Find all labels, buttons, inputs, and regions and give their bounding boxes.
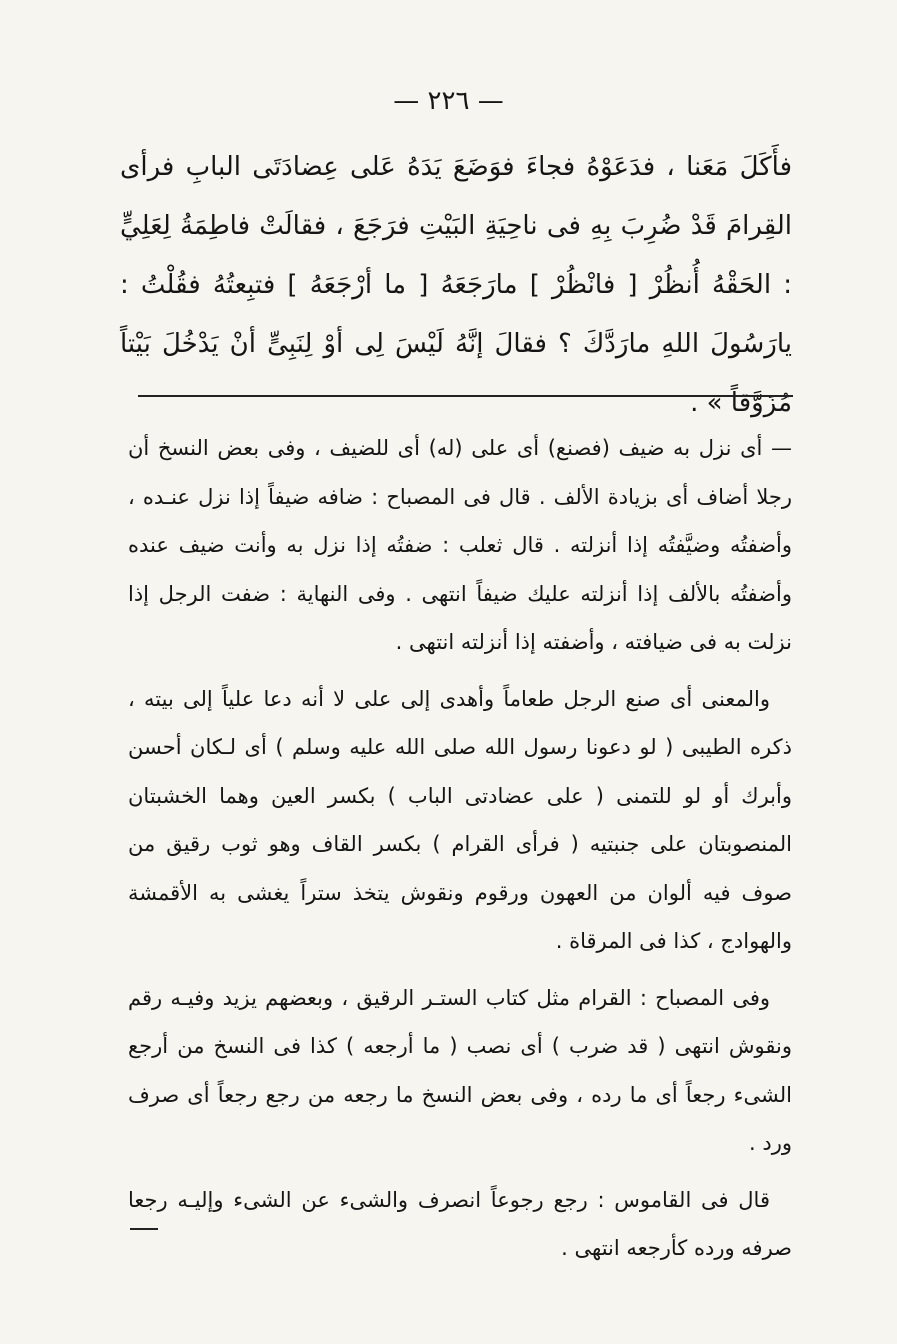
commentary (128, 424, 792, 1281)
hadith-text: فأَكَلَ مَعَنا ، فدَعَوْهُ فجاءَ فوَضَعَ يَدَهُ عَلى عِضادَتَى البابِ فرأى القِرامَ قَدْ ضُرِبَ بِهِ فى ناحِيَةِ البَيْتِ فرَجَعَ ، فقالَتْ فاطِمَةُ لِعَلِيٍّ : الحَقْهُ أُنظُرْ [ فانْظُرْ ] مارَجَعَهُ [ ما أرْجَعَهُ ] فتبِعتُهُ فقُلْتُ : يارَسُولَ اللهِ مارَدَّكَ ؟ فقالَ إنَّهُ لَيْسَ لِى أوْ لِنَبِىٍّ أنْ يَدْخُلَ بَيْتاً مُزَوَّقاً » . (120, 152, 792, 418)
commentary-paragraph: وفى المصباح : القرام مثل كتاب الستـر الرقيق ، وبعضهم يزيد وفيـه رقم ونقوش انتهى ( قد ضرب ) أى نصب ( ما أرجعه ) كذا فى النسخ من أرجع الشىء رجعاً أى ما رده ، وفى بعض النسخ ما رجعه من رجع رجعاً أى صرف ورد . (128, 985, 792, 1155)
commentary-paragraph: والمعنى أى صنع الرجل طعاماً وأهدى إلى على لا أنه دعا علياً إلى بيته ، ذكره الطيبى ( لو دعونا رسول الله صلى الله عليه وسلم ) أى لـكان أحسن وأبرك أو لو للتمنى ( على عضادتى الباب ) بكسر العين وهما الخشبتان المنصوبتان على جنبتيه ( فرأى القرام ) بكسر القاف وهو ثوب رقيق من صوف فيه ألوان من العهون ورقوم ونقوش يتخذ ستراً يغشى به الأقمشة والهوادج ، كذا فى المرقاة . (128, 686, 792, 953)
commentary-paragraph: — أى نزل به ضيف (فصنع) أى على (له) أى للضيف ، وفى بعض النسخ أن رجلا أضاف أى بزيادة الألف . قال فى المصباح : ضافه ضيفاً إذا نزل عنـده ، وأضفتُه وضيَّفتُه إذا أنزلته . قال ثعلب : ضفتُه إذا نزل به وأنت ضيف عنده وأضفتُه بالألف إذا أنزلته عليك ضيفاً انتهى . وفى النهاية : ضفت الرجل إذا نزلت به فى ضيافته ، وأضفته إذا أنزلته انتهى . (128, 436, 792, 654)
continuation-dash (130, 1228, 158, 1230)
footnote-separator (138, 395, 793, 397)
page-number: — ٢٢٦ — (393, 86, 504, 116)
commentary-paragraph: قال فى القاموس : رجع رجوعاً انصرف والشىء عن الشىء وإليـه رجعا صرفه ورده كأرجعه انتهى . (128, 1187, 792, 1260)
